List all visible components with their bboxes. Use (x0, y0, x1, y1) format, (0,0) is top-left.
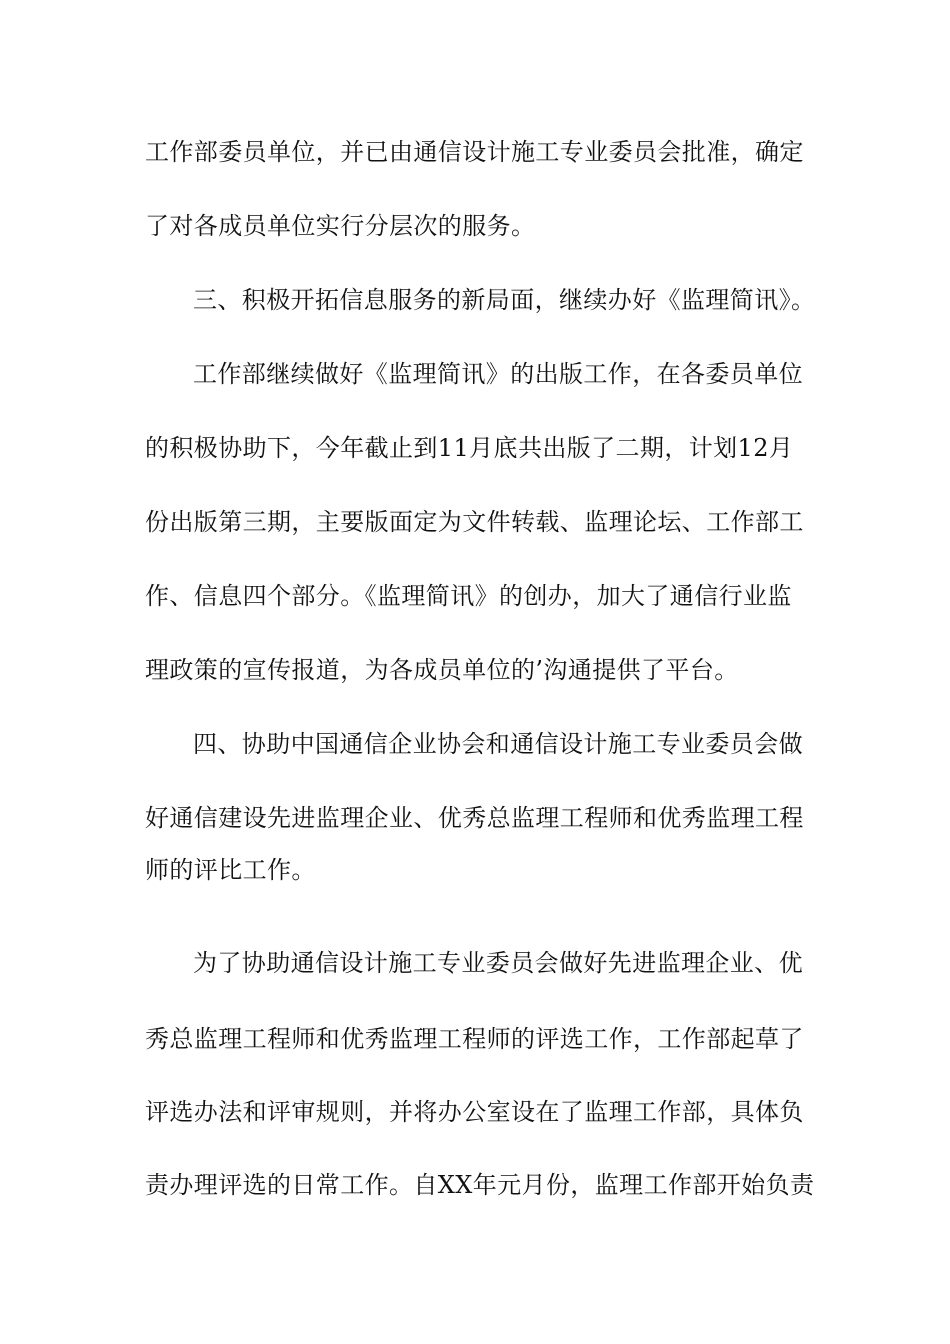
text-line-10: 好通信建设先进监理企业、优秀总监理工程师和优秀监理工程 (145, 804, 804, 832)
text-line-7: 作、信息四个部分。《监理简讯》的创办，加大了通信行业监 (145, 582, 792, 610)
text-line-11: 师的评比工作。 (145, 856, 316, 884)
text-line-12: 为了协助通信设计施工专业委员会做好先进监理企业、优 (193, 949, 803, 977)
text-line-4: 工作部继续做好《监理简讯》的出版工作，在各委员单位 (193, 360, 803, 388)
text-line-13: 秀总监理工程师和优秀监理工程师的评选工作，工作部起草了 (145, 1025, 804, 1053)
text-line-14: 评选办法和评审规则，并将办公室设在了监理工作部，具体负 (145, 1098, 804, 1126)
section-heading-3: 三、积极开拓信息服务的新局面，继续办好《监理简讯》。 (193, 286, 816, 314)
text-line-15: 责办理评选的日常工作。自XX年元月份，监理工作部开始负责 (145, 1171, 815, 1199)
text-line-5: 的积极协助下，今年截止到11月底共出版了二期，计划12月 (145, 434, 794, 462)
section-heading-4: 四、协助中国通信企业协会和通信设计施工专业委员会做 (193, 730, 803, 758)
text-line-6: 份出版第三期，主要版面定为文件转载、监理论坛、工作部工 (145, 508, 804, 536)
text-line-8: 理政策的宣传报道，为各成员单位的’沟通提供了平台。 (145, 656, 739, 684)
text-line-2: 了对各成员单位实行分层次的服务。 (145, 212, 536, 240)
text-line-1: 工作部委员单位，并已由通信设计施工专业委员会批准，确定 (145, 138, 804, 166)
